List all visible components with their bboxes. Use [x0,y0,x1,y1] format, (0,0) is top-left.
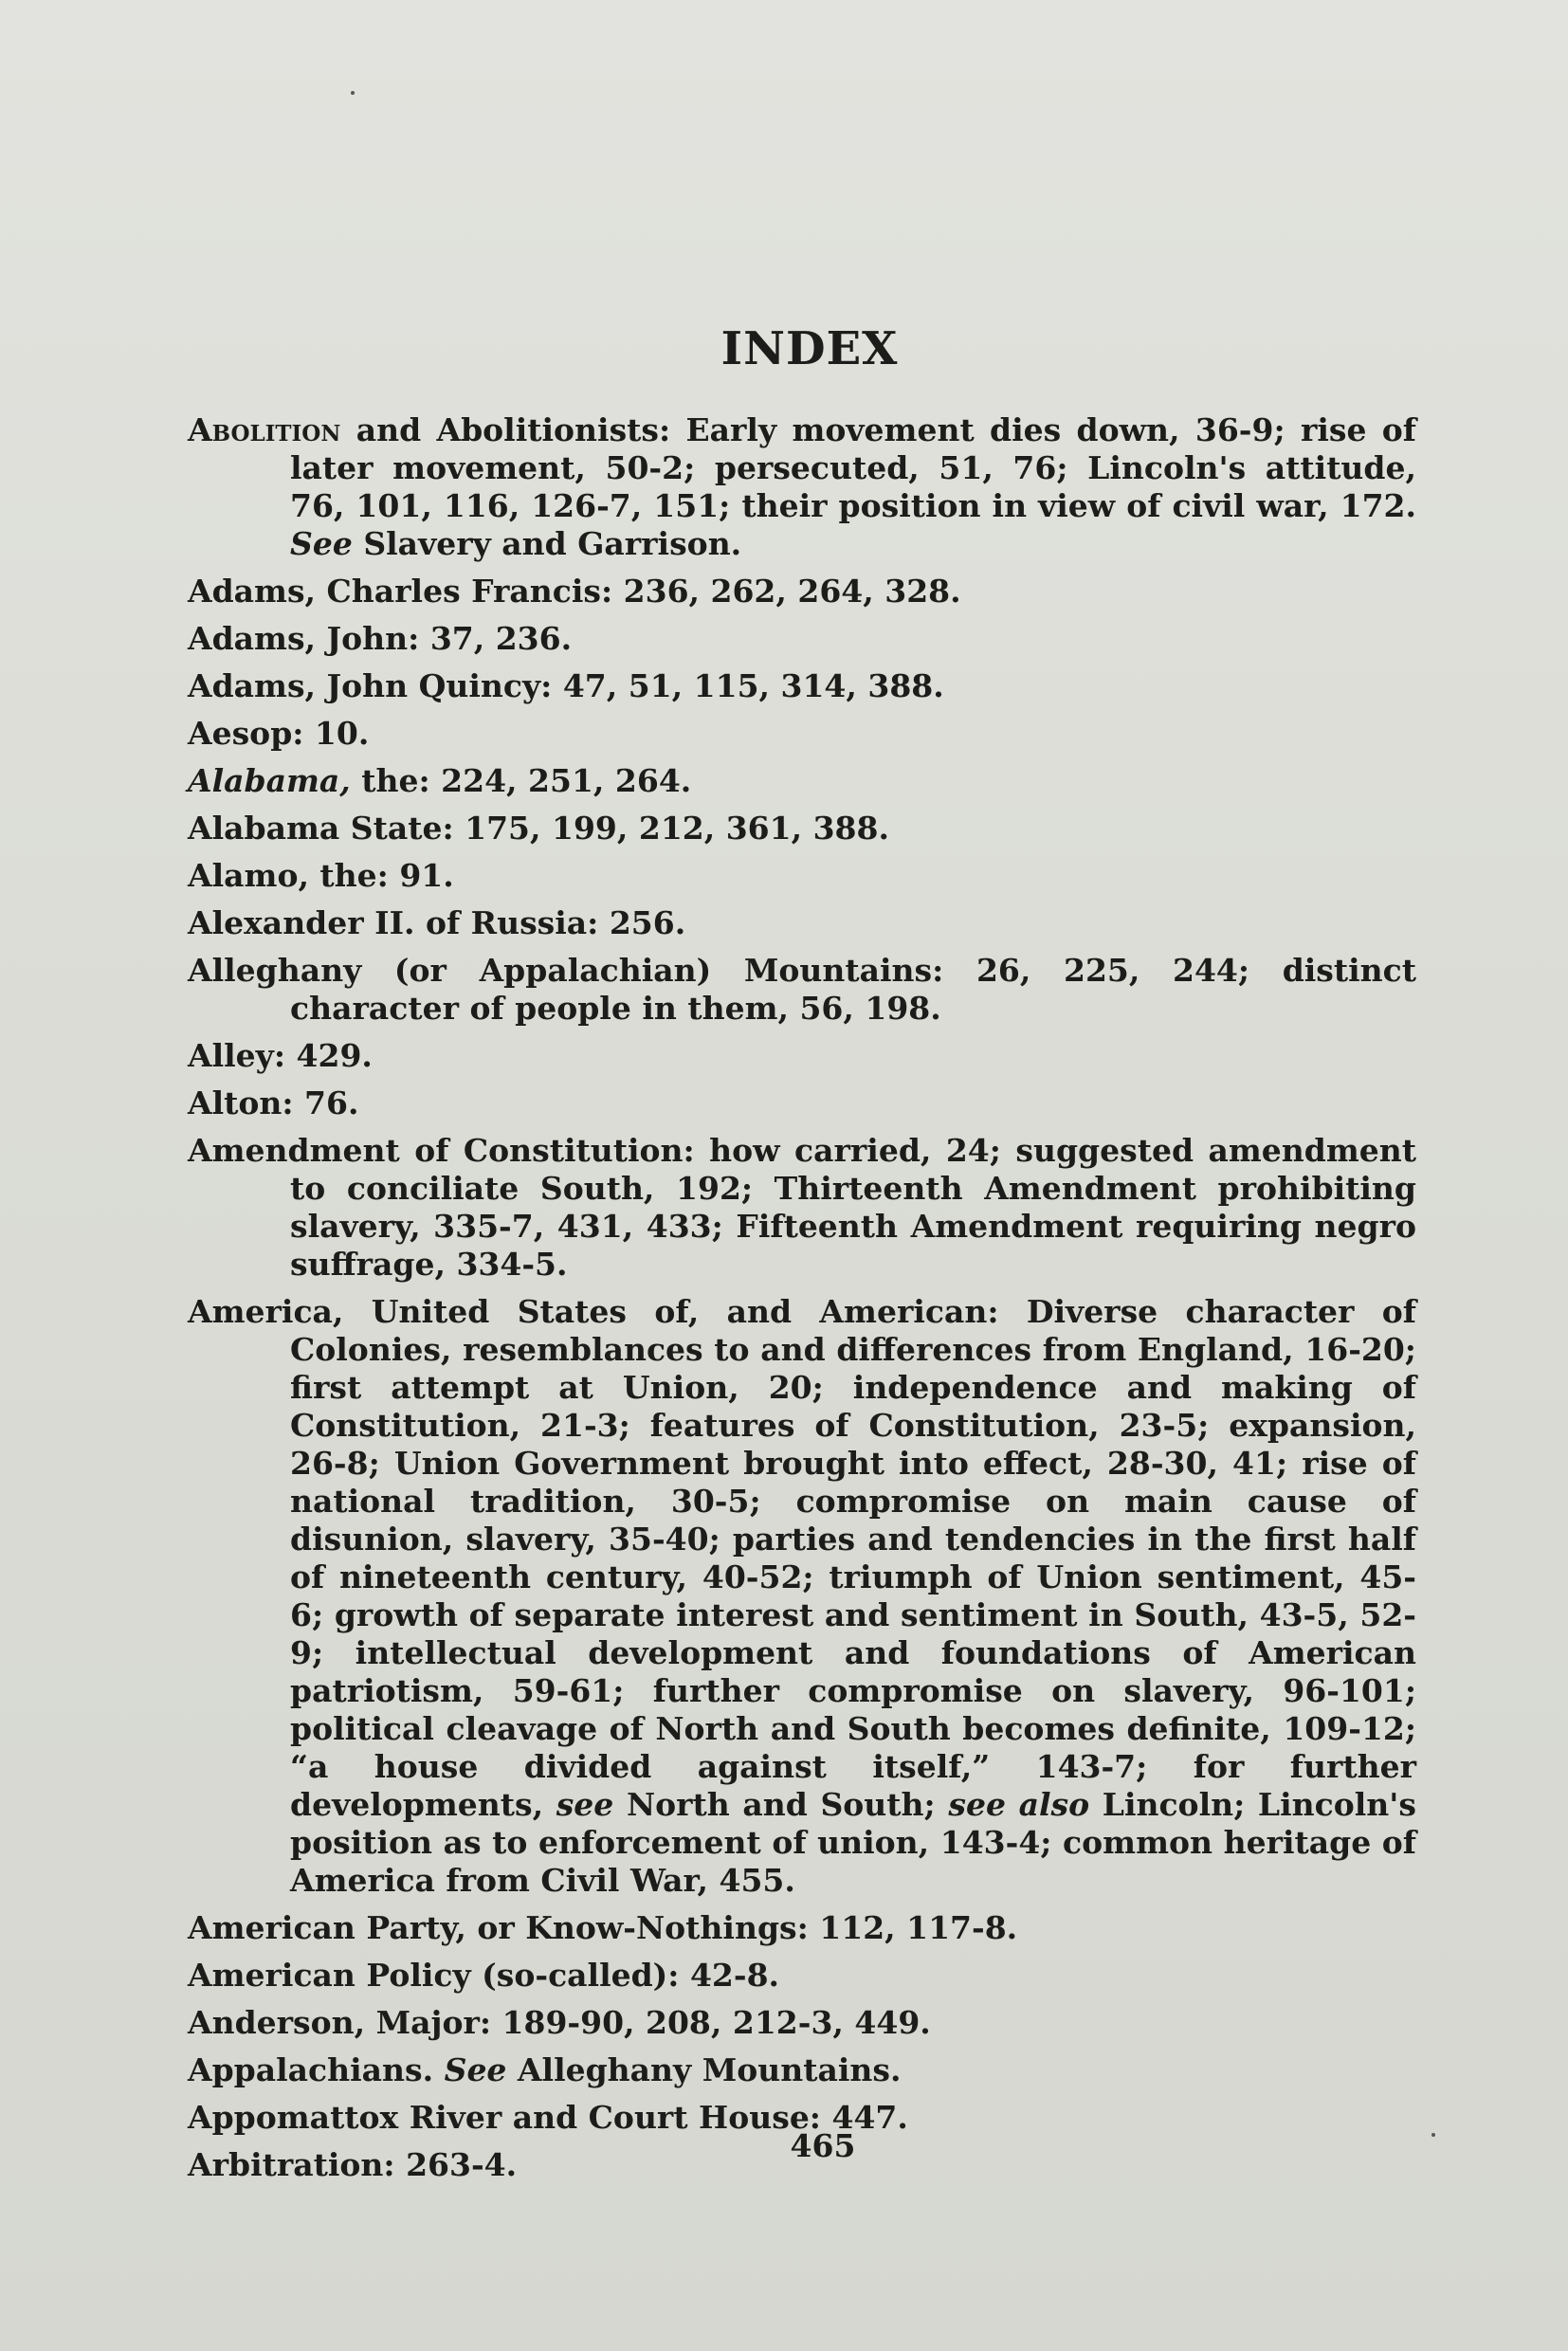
index-entry [188,411,1416,563]
index-entry: Alabama State: 175, 199, 212, 361, 388. [188,810,889,847]
index-entry: Arbitration: 263-4. [188,2146,518,2183]
entry-head: Abolition [188,411,341,448]
index-entry: Appomattox River and Court House: 447. [188,2099,908,2136]
entry-text: and Abolitionists: Early movement dies down, 36-9; rise of later movement, 50-2; persecuted, 51, 76; Lincoln's attitude, 76, 101, 116, 126-7, 151; their position in view of civil war, 172. [290,411,1416,524]
index-entry [188,762,1416,800]
index-entry: Amendment of Constitution: how carried, 24; suggested amendment to conciliate South, 192; Thirteenth Amendment prohibiting slavery, 335-7, 431, 433; Fifteenth Amendment requiring negro suffrage, 334-5. [188,1132,1416,1283]
index-page [188,322,1416,2194]
index-entry: Adams, John Quincy: 47, 51, 115, 314, 388. [188,667,944,704]
index-entry: Alton: 76. [188,1084,359,1121]
index-entry: American Party, or Know-Nothings: 112, 117-8. [188,1909,1018,1946]
entry-text: North and South; [613,1786,949,1823]
index-entry [188,1293,1416,1900]
index-entry: Adams, John: 37, 236. [188,620,573,657]
entry-text: Appalachians. [188,2051,445,2088]
index-entry: Alleghany (or Appalachian) Mountains: 26, 225, 244; distinct character of people in them, 56, 198. [188,952,1416,1027]
entry-tail: Alleghany Mountains. [506,2051,902,2088]
entry-see: see [556,1786,614,1823]
index-entry: Alexander II. of Russia: 256. [188,904,686,941]
entry-tail: Slavery and Garrison. [352,525,742,562]
entry-see: See [290,525,353,562]
index-entry: Alamo, the: 91. [188,857,454,894]
index-entry: Anderson, Major: 189-90, 208, 212-3, 449. [188,2004,931,2041]
entry-see-also: see also [948,1786,1090,1823]
entry-text: Lincoln; Lincoln's position as to enforcement of union, 143-4; common heritage of America from Civil War, 455. [290,1786,1416,1899]
index-entry: Adams, Charles Francis: 236, 262, 264, 328. [188,573,961,610]
page-number: 465 [790,2127,856,2164]
entry-see: See [444,2051,507,2088]
page-title: INDEX [720,322,899,375]
entry-text: America, United States of, and American: Diverse character of Colonies, resemblances to and differences from England, 16-20; first attempt at Union, 20; independence and making of Constitution, 21-3; features of Constitution, 23-5; expansion, 26-8; Union Government brought into effect, 28-30, 41; rise of national tradition, 30-5; compromise on main cause of disunion, slavery, 35-40; parties and tendencies in the first half of nineteenth century, 40-52; triumph of Union sentiment, 45-6; growth of separate interest and sentiment in South, 43-5, 52-9; intellectual development and foundations of American patriotism, 59-61; further compromise on slavery, 96-101; political cleavage of North and South becomes definite, 109-12; “a house divided against itself,” 143-7; for further developments, [188,1293,1416,1823]
index-entry: Alley: 429. [188,1037,373,1074]
index-entry: Aesop: 10. [188,715,370,752]
entry-text: the: 224, 251, 264. [350,762,692,799]
index-entry: American Policy (so-called): 42-8. [188,1957,780,1994]
entry-italic: Alabama, [188,762,351,799]
paper-speck [351,91,355,95]
index-entry [188,2051,1416,2089]
